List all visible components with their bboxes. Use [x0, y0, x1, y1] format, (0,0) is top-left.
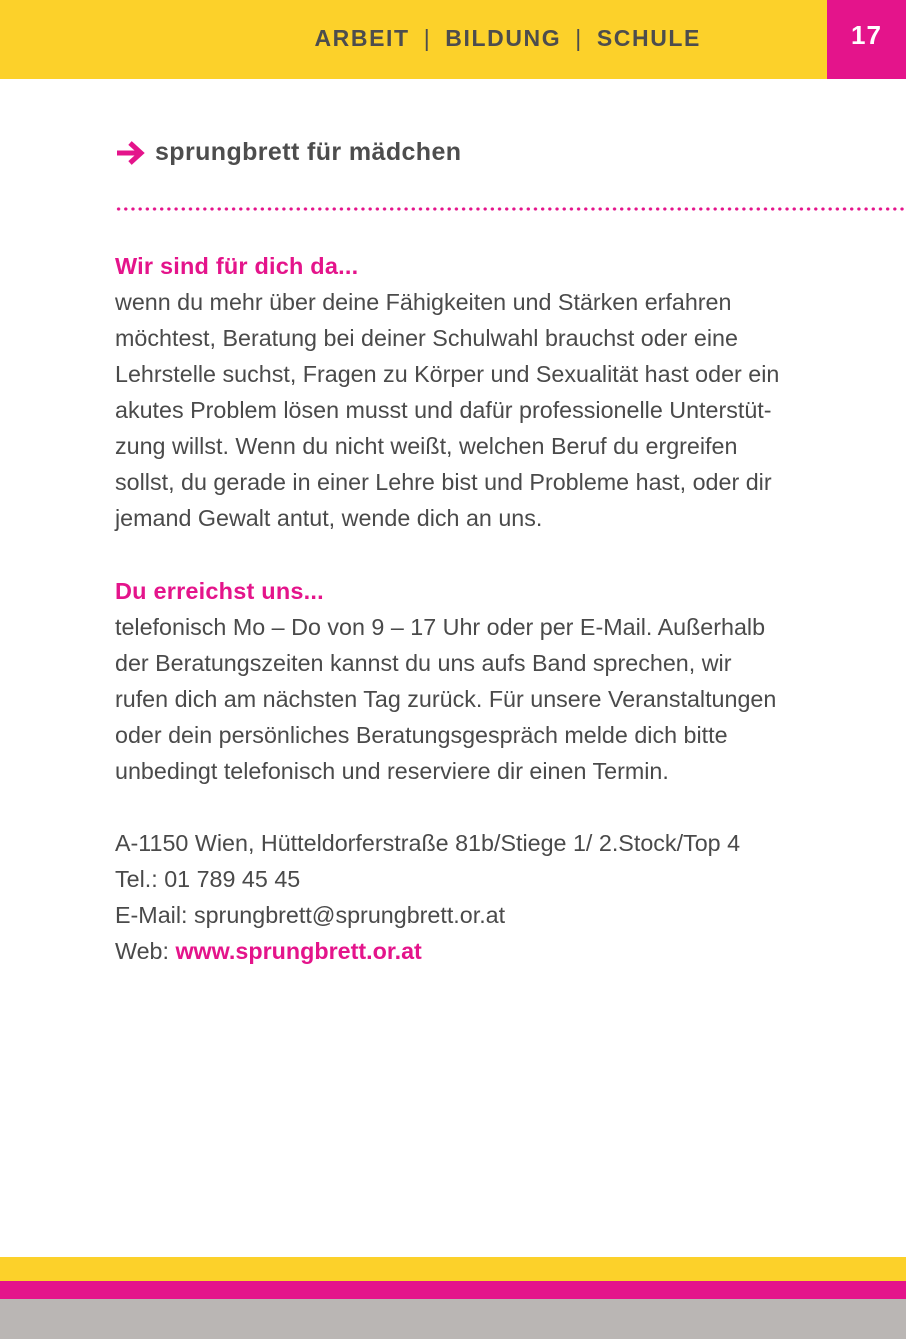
- reach-heading: Du erreichst uns...: [115, 578, 324, 604]
- text-line: unbedingt telefonisch und reserviere dir einen Termin.: [115, 758, 669, 784]
- section-heading: [115, 138, 461, 167]
- reach-paragraph: [115, 609, 845, 789]
- web-label: Web:: [115, 938, 176, 964]
- dotted-divider: [115, 206, 906, 212]
- page-number: 17: [851, 20, 882, 50]
- text-line: der Beratungszeiten kannst du uns aufs Band sprechen, wir: [115, 650, 732, 676]
- contact-email: E-Mail: sprungbrett@sprungbrett.or.at: [115, 902, 506, 928]
- text-line: Lehrstelle suchst, Fragen zu Körper und Sexualität hast oder ein: [115, 361, 780, 387]
- web-link[interactable]: www.sprungbrett.or.at: [175, 938, 422, 964]
- intro-block: [115, 248, 845, 536]
- contact-web: [115, 933, 845, 969]
- contact-address: A-1150 Wien, Hütteldorferstraße 81b/Stiege 1/ 2.Stock/Top 4: [115, 830, 741, 856]
- footer-stripe-gray: [0, 1299, 906, 1339]
- text-line: oder dein persönliches Beratungsgespräch melde dich bitte: [115, 722, 728, 748]
- text-line: rufen dich am nächsten Tag zurück. Für unsere Veranstaltungen: [115, 686, 777, 712]
- text-line: wenn du mehr über deine Fähigkeiten und Stärken erfahren: [115, 289, 732, 315]
- footer-stripe-yellow: [0, 1257, 906, 1281]
- text-line: zung willst. Wenn du nicht weißt, welchen Beruf du ergreifen: [115, 433, 738, 459]
- footer-stripe-pink: [0, 1281, 906, 1299]
- text-line: jemand Gewalt antut, wende dich an uns.: [115, 505, 543, 531]
- nav-separator: |: [423, 24, 432, 51]
- contact-phone: Tel.: 01 789 45 45: [115, 866, 301, 892]
- nav-item-bildung: BILDUNG: [445, 24, 562, 51]
- nav-item-schule: SCHULE: [596, 24, 701, 51]
- text-line: sollst, du gerade in einer Lehre bist und Probleme hast, oder dir: [115, 469, 772, 495]
- reach-block: [115, 573, 845, 789]
- text-line: akutes Problem lösen musst und dafür professionelle Unterstüt-: [115, 397, 772, 423]
- text-line: telefonisch Mo – Do von 9 – 17 Uhr oder per E-Mail. Außerhalb: [115, 614, 766, 640]
- contact-block: [115, 825, 845, 969]
- intro-heading: Wir sind für dich da...: [115, 253, 359, 279]
- intro-paragraph: [115, 284, 845, 536]
- text-line: möchtest, Beratung bei deiner Schulwahl brauchst oder eine: [115, 325, 738, 351]
- nav-item-arbeit: ARBEIT: [314, 24, 410, 51]
- nav-separator: |: [575, 24, 583, 51]
- section-title: sprungbrett für mädchen: [155, 138, 462, 166]
- header-bar: [0, 0, 827, 79]
- header-category-nav: [314, 23, 701, 53]
- page-number-box: [827, 0, 906, 79]
- arrow-right-icon: [115, 140, 145, 166]
